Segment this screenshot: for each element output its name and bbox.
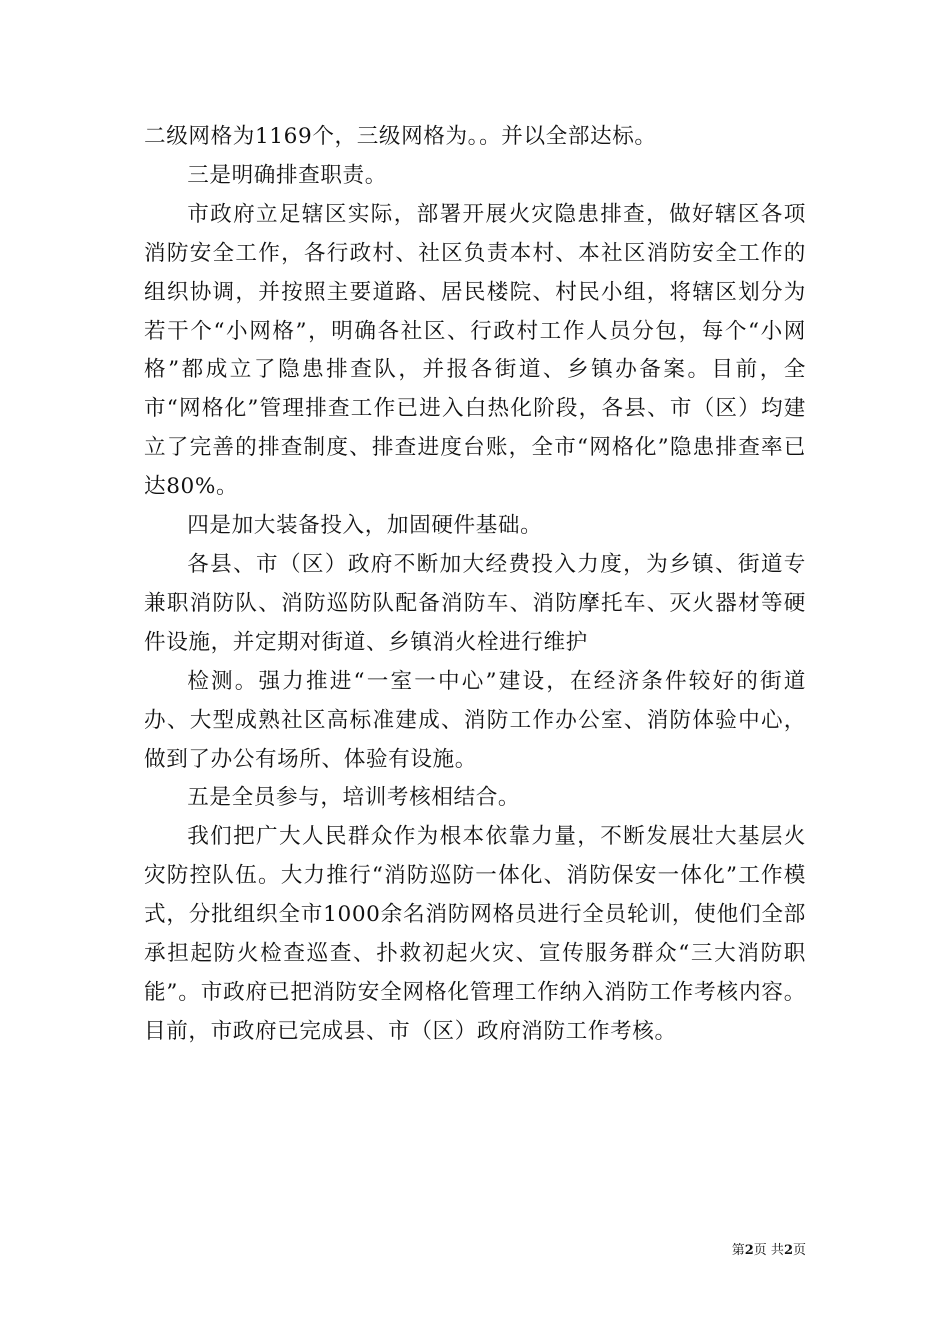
footer-suffix: 页 bbox=[792, 1243, 806, 1258]
page-footer bbox=[732, 1242, 806, 1260]
paragraph-5: 各县、市（区）政府不断加大经费投入力度，为乡镇、街道专兼职消防队、消防巡防队配备消防车、消防摩托车、灭火器材等硬件设施，并定期对街道、乡镇消火栓进行维护 bbox=[144, 551, 806, 655]
footer-middle: 页 共 bbox=[753, 1243, 784, 1258]
paragraph-6: 检测。强力推进“一室一中心”建设，在经济条件较好的街道办、大型成熟社区高标准建成、消防工作办公室、消防体验中心，做到了办公有场所、体验有设施。 bbox=[144, 668, 806, 772]
paragraph-8: 我们把广大人民群众作为根本依靠力量，不断发展壮大基层火灾防控队伍。大力推行“消防巡防一体化、消防保安一体化”工作模式，分批组织全市1000余名消防网格员进行全员轮训，使他们全部承担起防火检查巡查、扑救初起火灾、宣传服务群众“三大消防职能”。市政府已把消防安全网格化管理工作纳入消防工作考核内容。目前，市政府已完成县、市（区）政府消防工作考核。 bbox=[144, 824, 806, 1044]
paragraph-1: 二级网格为1169个，三级网格为。。并以全部达标。 bbox=[144, 124, 657, 149]
document-body bbox=[144, 118, 806, 1052]
footer-current-page: 2 bbox=[744, 1243, 754, 1258]
section-heading-5: 五是全员参与，培训考核相结合。 bbox=[187, 785, 521, 811]
section-heading-4: 四是加大装备投入，加固硬件基础。 bbox=[187, 513, 543, 539]
paragraph-3: 市政府立足辖区实际，部署开展火灾隐患排查，做好辖区各项消防安全工作，各行政村、社区负责本村、本社区消防安全工作的组织协调，并按照主要道路、居民楼院、村民小组，将辖区划分为若干个“小网格”，明确各社区、行政村工作人员分包，每个“小网格”都成立了隐患排查队，并报各街道、乡镇办备案。目前，全市“网格化”管理排查工作已进入白热化阶段，各县、市（区）均建立了完善的排查制度、排查进度台账，全市“网格化”隐患排查率已达80%。 bbox=[144, 201, 806, 500]
footer-total-pages: 2 bbox=[783, 1243, 793, 1258]
section-heading-3: 三是明确排查职责。 bbox=[187, 162, 387, 188]
footer-prefix: 第 bbox=[731, 1243, 745, 1258]
